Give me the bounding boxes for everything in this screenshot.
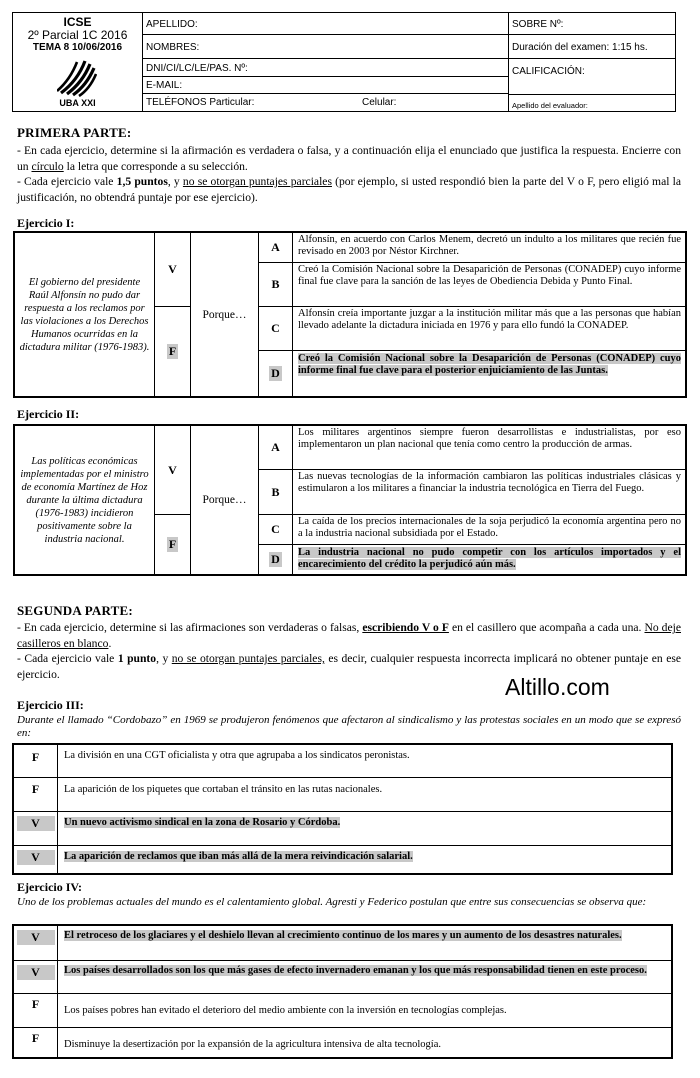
ex4-text-3: Los países pobres han evitado el deterioro del medio ambiente con la inversión en tecnologías complejas. (64, 1005, 507, 1016)
ex4-table (12, 924, 673, 1059)
ex1-option-b-text: Creó la Comisión Nacional sobre la Desaparición de Personas (CONADEP) cuyo informe final fue clave para la sanción de las leyes de Obediencia Debida y Punto Final. (293, 263, 685, 307)
email-field[interactable]: E-MAIL: (143, 77, 508, 94)
ex3-text-3: Un nuevo activismo sindical en la zona de Rosario y Córdoba. (64, 817, 341, 828)
ex4-text-1: El retroceso de los glaciares y el deshielo llevan al crecimiento continuo de los mares y un aumento de los desastres naturales. (64, 930, 622, 941)
celular-label: Celular: (362, 97, 397, 108)
ex1-title: Ejercicio I: (17, 216, 75, 230)
uba-logo-icon (57, 59, 97, 97)
ex3-answer-4[interactable]: V (14, 846, 58, 873)
ex3-answer-3[interactable]: V (14, 812, 58, 845)
ex2-option-v[interactable]: V (155, 426, 191, 515)
ex2-porque: Porque… (191, 426, 259, 574)
student-fields (143, 13, 509, 111)
documento-field[interactable]: DNI/CI/LC/LE/PAS. Nº: (143, 59, 508, 77)
calificacion-field[interactable]: CALIFICACIÓN: (512, 66, 585, 77)
ex3-title: Ejercicio III: (17, 698, 84, 712)
ex1-porque: Porque… (191, 233, 259, 396)
header-logo-block (13, 13, 143, 111)
ex4-answer-1[interactable]: V (14, 926, 58, 960)
nombres-field[interactable]: NOMBRES: (143, 35, 508, 59)
ex2-statement: Las políticas económicas implementadas por el ministro de economía Martínez de Hoz durante la última dictadura (1976-1983) incidieron positivamente sobre la industria nacional. (15, 426, 155, 574)
duracion-text: Duración del examen: 1:15 hs. (509, 35, 675, 59)
ex1-option-a-text: Alfonsín, en acuerdo con Carlos Menem, decretó un indulto a los militares que recién fue revisado en 2003 por Néstor Kirchner. (293, 233, 685, 263)
evaluador-field[interactable]: Apellido del evaluador: (509, 94, 675, 111)
ex4-intro: Uno de los problemas actuales del mundo es el calentamiento global. Agresti y Federico postulan que entre sus consecuencias se observa que: (17, 896, 647, 908)
ex4-row-1 (14, 926, 671, 960)
part2-title: SEGUNDA PARTE: (17, 603, 133, 618)
ex2-letter-c[interactable]: C (259, 515, 293, 545)
ex3-intro: Durante el llamado “Cordobazo” en 1969 se produjeron fenómenos que afectaron al sindicalismo y las protestas sociales en un modo que se expresó en: (17, 714, 681, 739)
ex1-table (13, 231, 687, 398)
part2-instruction-2: - Cada ejercicio vale 1 punto, y no se otorgan puntajes parciales, es decir, cualquier respuesta incorrecta implicará no obtener puntaje en ese ejercicio. (17, 652, 681, 681)
exam-name: 2º Parcial 1C 2016 (27, 28, 128, 42)
ex3-row-2 (14, 777, 671, 811)
ex3-row-1 (14, 745, 671, 777)
ex3-text-1: La división en una CGT oficialista y otra que agrupaba a los sindicatos peronistas. (64, 750, 410, 761)
part1-instruction-1: - En cada ejercicio, determine si la afirmación es verdadera o falsa, y a continuación elija el enunciado que justifica la respuesta. Encierre con un círculo la letra que corresponde a su selección. (17, 144, 681, 173)
telefonos-label: TELÉFONOS Particular: (146, 97, 255, 108)
ex4-answer-3[interactable]: F (14, 994, 58, 1027)
sobre-field[interactable]: SOBRE Nº: (509, 13, 675, 35)
topic-date: TEMA 8 10/06/2016 (32, 42, 123, 53)
ex1-option-d-text: Creó la Comisión Nacional sobre la Desaparición de Personas (CONADEP) cuyo informe final fue clave para el posterior enjuiciamiento de las Juntas. (298, 353, 681, 376)
watermark: Altillo.com (505, 674, 610, 700)
ex3-answer-1[interactable]: F (14, 745, 58, 777)
ex4-row-2 (14, 960, 671, 993)
ex1-option-c-text: Alfonsín creía importante juzgar a la institución militar más que a las personas que habían llevado adelante la dictadura iniciada en 1976 y para ello fundó la CONADEP. (293, 307, 685, 351)
ex2-table (13, 424, 687, 576)
ex2-option-b-text: Las nuevas tecnologías de la información cambiaron las políticas industriales clásicas y estimularon a los militares a financiar la industria tecnológica en Tierra del Fuego. (293, 470, 685, 515)
institution: ICSE (63, 15, 92, 29)
ex1-letter-b[interactable]: B (259, 263, 293, 307)
ex3-row-4 (14, 845, 671, 873)
ex2-letter-b[interactable]: B (259, 470, 293, 515)
ex4-title: Ejercicio IV: (17, 880, 82, 894)
telefonos-field[interactable] (143, 94, 508, 111)
ex4-answer-2[interactable]: V (14, 961, 58, 993)
ex4-text-2: Los países desarrollados son los que más gases de efecto invernadero emanan y los que más responsabilidad tienen en este proceso. (64, 965, 647, 976)
ex1-letter-d[interactable]: D (259, 351, 293, 396)
part1-title: PRIMERA PARTE: (17, 125, 132, 140)
ex2-letter-d[interactable]: D (259, 545, 293, 574)
ex2-letter-a[interactable]: A (259, 426, 293, 470)
ex3-row-3 (14, 811, 671, 845)
ex1-letter-c[interactable]: C (259, 307, 293, 351)
ex2-option-f[interactable]: F (155, 515, 191, 574)
grading-fields (509, 13, 675, 111)
ex2-option-c-text: La caída de los precios internacionales de la soja perjudicó la economía argentina pero no a la industria nacional subsidiada por el Estado. (293, 515, 685, 545)
ex3-text-2: La aparición de los piquetes que cortaban el tránsito en las rutas nacionales. (64, 784, 383, 795)
ex1-letter-a[interactable]: A (259, 233, 293, 263)
ex1-option-f[interactable]: F (155, 307, 191, 396)
ex3-text-4: La aparición de reclamos que iban más allá de la mera reivindicación salarial. (64, 851, 413, 862)
ex4-row-4 (14, 1027, 671, 1057)
part2-instructions (17, 620, 681, 682)
ex2-title: Ejercicio II: (17, 407, 80, 421)
ex3-table (12, 743, 673, 875)
ex3-answer-2[interactable]: F (14, 778, 58, 811)
ex1-option-v[interactable]: V (155, 233, 191, 307)
ex2-option-d-text: La industria nacional no pudo competir con los artículos importados y el encarecimiento del crédito la perjudicó aún más. (298, 547, 681, 570)
ex2-option-a-text: Los militares argentinos siempre fueron desarrollistas e industrialistas, por eso implementaron un plan nacional que tenía como centro la producción de armas. (293, 426, 685, 470)
exam-header (12, 12, 676, 112)
part1-instructions (17, 143, 681, 205)
ex4-text-4: Disminuye la desertización por la expansión de la agricultura intensiva de alta tecnología. (64, 1039, 441, 1050)
part2-instruction-1: - En cada ejercicio, determine si las afirmaciones son verdaderas o falsas, escribiendo V o F en el casillero que acompaña a cada una. No deje casilleros en blanco. (17, 621, 681, 650)
ex4-row-3 (14, 993, 671, 1027)
logo-text: UBA XXI (59, 98, 96, 108)
part1-instruction-2: - Cada ejercicio vale 1,5 puntos, y no se otorgan puntajes parciales (por ejemplo, si usted respondió bien la parte del V o F, pero eligió mal la justificación, no obtendrá puntaje por ese ejercicio). (17, 175, 681, 204)
apellido-field[interactable]: APELLIDO: (143, 13, 508, 35)
ex4-answer-4[interactable]: F (14, 1028, 58, 1057)
ex1-statement: El gobierno del presidente Raúl Alfonsín no pudo dar respuesta a los reclamos por las violaciones a los Derechos Humanos ocurridas en la dictadura militar (1976-1983). (15, 233, 155, 396)
